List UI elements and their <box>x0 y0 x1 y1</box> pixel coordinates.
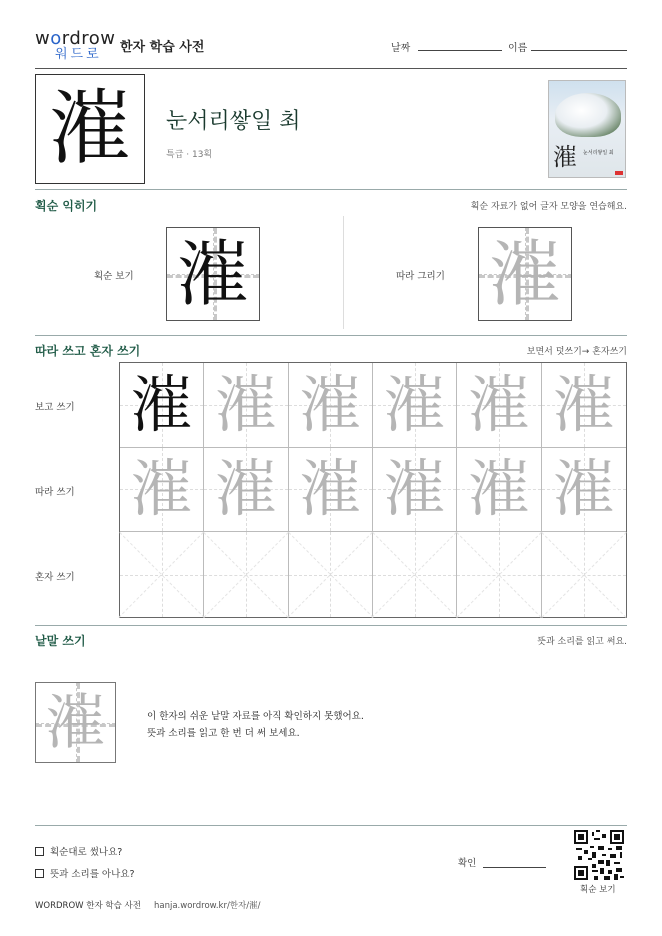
practice-cell[interactable] <box>289 448 373 533</box>
snow-pine-thumbnail <box>548 80 626 178</box>
word-section-title: 낱말 쓰기 <box>35 634 86 648</box>
practice-grid <box>119 362 627 618</box>
trace-character: 漼 <box>488 232 561 316</box>
stroke-section-divider <box>35 335 627 336</box>
row-label-trace: 따라 쓰기 <box>35 487 75 498</box>
checklist-label-strokes: 획순대로 썼나요? <box>50 847 123 858</box>
trace-character: 漼 <box>214 452 277 526</box>
word-message-line2: 뜻과 소리를 읽고 한 번 더 써 보세요. <box>147 728 300 739</box>
qr-code-icon[interactable] <box>574 830 624 880</box>
site-title: 한자 학습 사전 <box>120 40 205 55</box>
name-field[interactable] <box>531 50 627 51</box>
checkbox-meaning[interactable] <box>35 869 44 878</box>
stroke-divider <box>343 216 344 329</box>
trace-character: 漼 <box>214 367 277 441</box>
wordrow-logo <box>35 30 115 66</box>
trace-label: 따라 그리기 <box>396 271 445 282</box>
practice-cell[interactable] <box>457 448 541 533</box>
practice-cell[interactable] <box>542 363 626 448</box>
practice-cell[interactable] <box>289 532 373 617</box>
thumbnail-badge <box>615 171 623 175</box>
stroke-view-box <box>166 227 260 321</box>
trace-box[interactable] <box>478 227 572 321</box>
practice-cell[interactable] <box>204 532 288 617</box>
hero-character: 漼 <box>48 81 131 176</box>
practice-cell[interactable] <box>373 448 457 533</box>
footer-divider <box>35 825 627 826</box>
thumbnail-character: 漼 <box>553 143 577 171</box>
character-title: 눈서리쌓일 최 <box>166 109 301 134</box>
word-section-note: 뜻과 소리를 읽고 써요. <box>537 637 627 647</box>
practice-cell[interactable] <box>120 532 204 617</box>
practice-cell[interactable] <box>542 448 626 533</box>
logo-korean: 워드로 <box>55 47 102 62</box>
checklist-item-meaning[interactable] <box>35 866 135 880</box>
word-character: 漼 <box>45 687 106 758</box>
checklist-label-meaning: 뜻과 소리를 아나요? <box>50 869 135 880</box>
trace-character: 漼 <box>383 452 446 526</box>
character-meta: 특급 · 13획 <box>166 150 213 160</box>
checklist-item-strokes[interactable] <box>35 844 122 858</box>
hero-divider <box>35 189 627 190</box>
practice-cell[interactable] <box>373 363 457 448</box>
practice-cell[interactable] <box>204 363 288 448</box>
row-label-solo: 혼자 쓰기 <box>35 572 75 583</box>
word-message-line1: 이 한자의 쉬운 낱말 자료를 아직 확인하지 못했어요. <box>147 711 364 722</box>
confirm-label: 확인 <box>458 858 477 869</box>
footer-brand: WORDROW 한자 학습 사전 <box>35 901 141 911</box>
trace-character: 漼 <box>552 452 615 526</box>
practice-section-title: 따라 쓰고 혼자 쓰기 <box>35 344 141 358</box>
word-character-box <box>35 682 116 763</box>
snow-tree-image <box>555 93 621 137</box>
row-label-view: 보고 쓰기 <box>35 402 75 413</box>
practice-cell[interactable] <box>542 532 626 617</box>
qr-code-graphic <box>574 830 624 880</box>
stroke-view-character: 漼 <box>176 232 249 316</box>
confirm-field[interactable] <box>483 867 546 868</box>
trace-character: 漼 <box>552 367 615 441</box>
practice-cell[interactable] <box>457 363 541 448</box>
practice-cell[interactable] <box>120 363 204 448</box>
word-message <box>147 708 364 742</box>
trace-character: 漼 <box>467 367 530 441</box>
practice-cell[interactable] <box>373 532 457 617</box>
logo-wordmark: wordrow <box>35 28 116 49</box>
trace-character: 漼 <box>299 367 362 441</box>
practice-cell[interactable] <box>457 532 541 617</box>
hero-character-box <box>35 74 145 184</box>
stroke-view-label: 획순 보기 <box>94 271 134 282</box>
trace-character: 漼 <box>383 367 446 441</box>
footer-url-link[interactable]: hanja.wordrow.kr/한자/漼/ <box>154 901 261 911</box>
practice-cell[interactable] <box>120 448 204 533</box>
practice-section-divider <box>35 625 627 626</box>
name-label: 이름 <box>508 43 528 54</box>
date-field[interactable] <box>418 50 502 51</box>
trace-character: 漼 <box>130 452 193 526</box>
header-divider <box>35 68 627 69</box>
qr-caption: 획순 보기 <box>580 885 616 895</box>
stroke-section-note: 획순 자료가 없어 글자 모양을 연습해요. <box>470 202 627 212</box>
practice-section-note: 보면서 덧쓰기→ 혼자쓰기 <box>526 347 627 357</box>
stroke-section-title: 획순 익히기 <box>35 199 98 213</box>
trace-character: 漼 <box>467 452 530 526</box>
date-label: 날짜 <box>391 43 411 54</box>
trace-character: 漼 <box>299 452 362 526</box>
model-character: 漼 <box>130 367 193 441</box>
practice-cell[interactable] <box>204 448 288 533</box>
thumbnail-title: 눈서리쌓일 최 <box>583 150 614 156</box>
checkbox-strokes[interactable] <box>35 847 44 856</box>
practice-cell[interactable] <box>289 363 373 448</box>
